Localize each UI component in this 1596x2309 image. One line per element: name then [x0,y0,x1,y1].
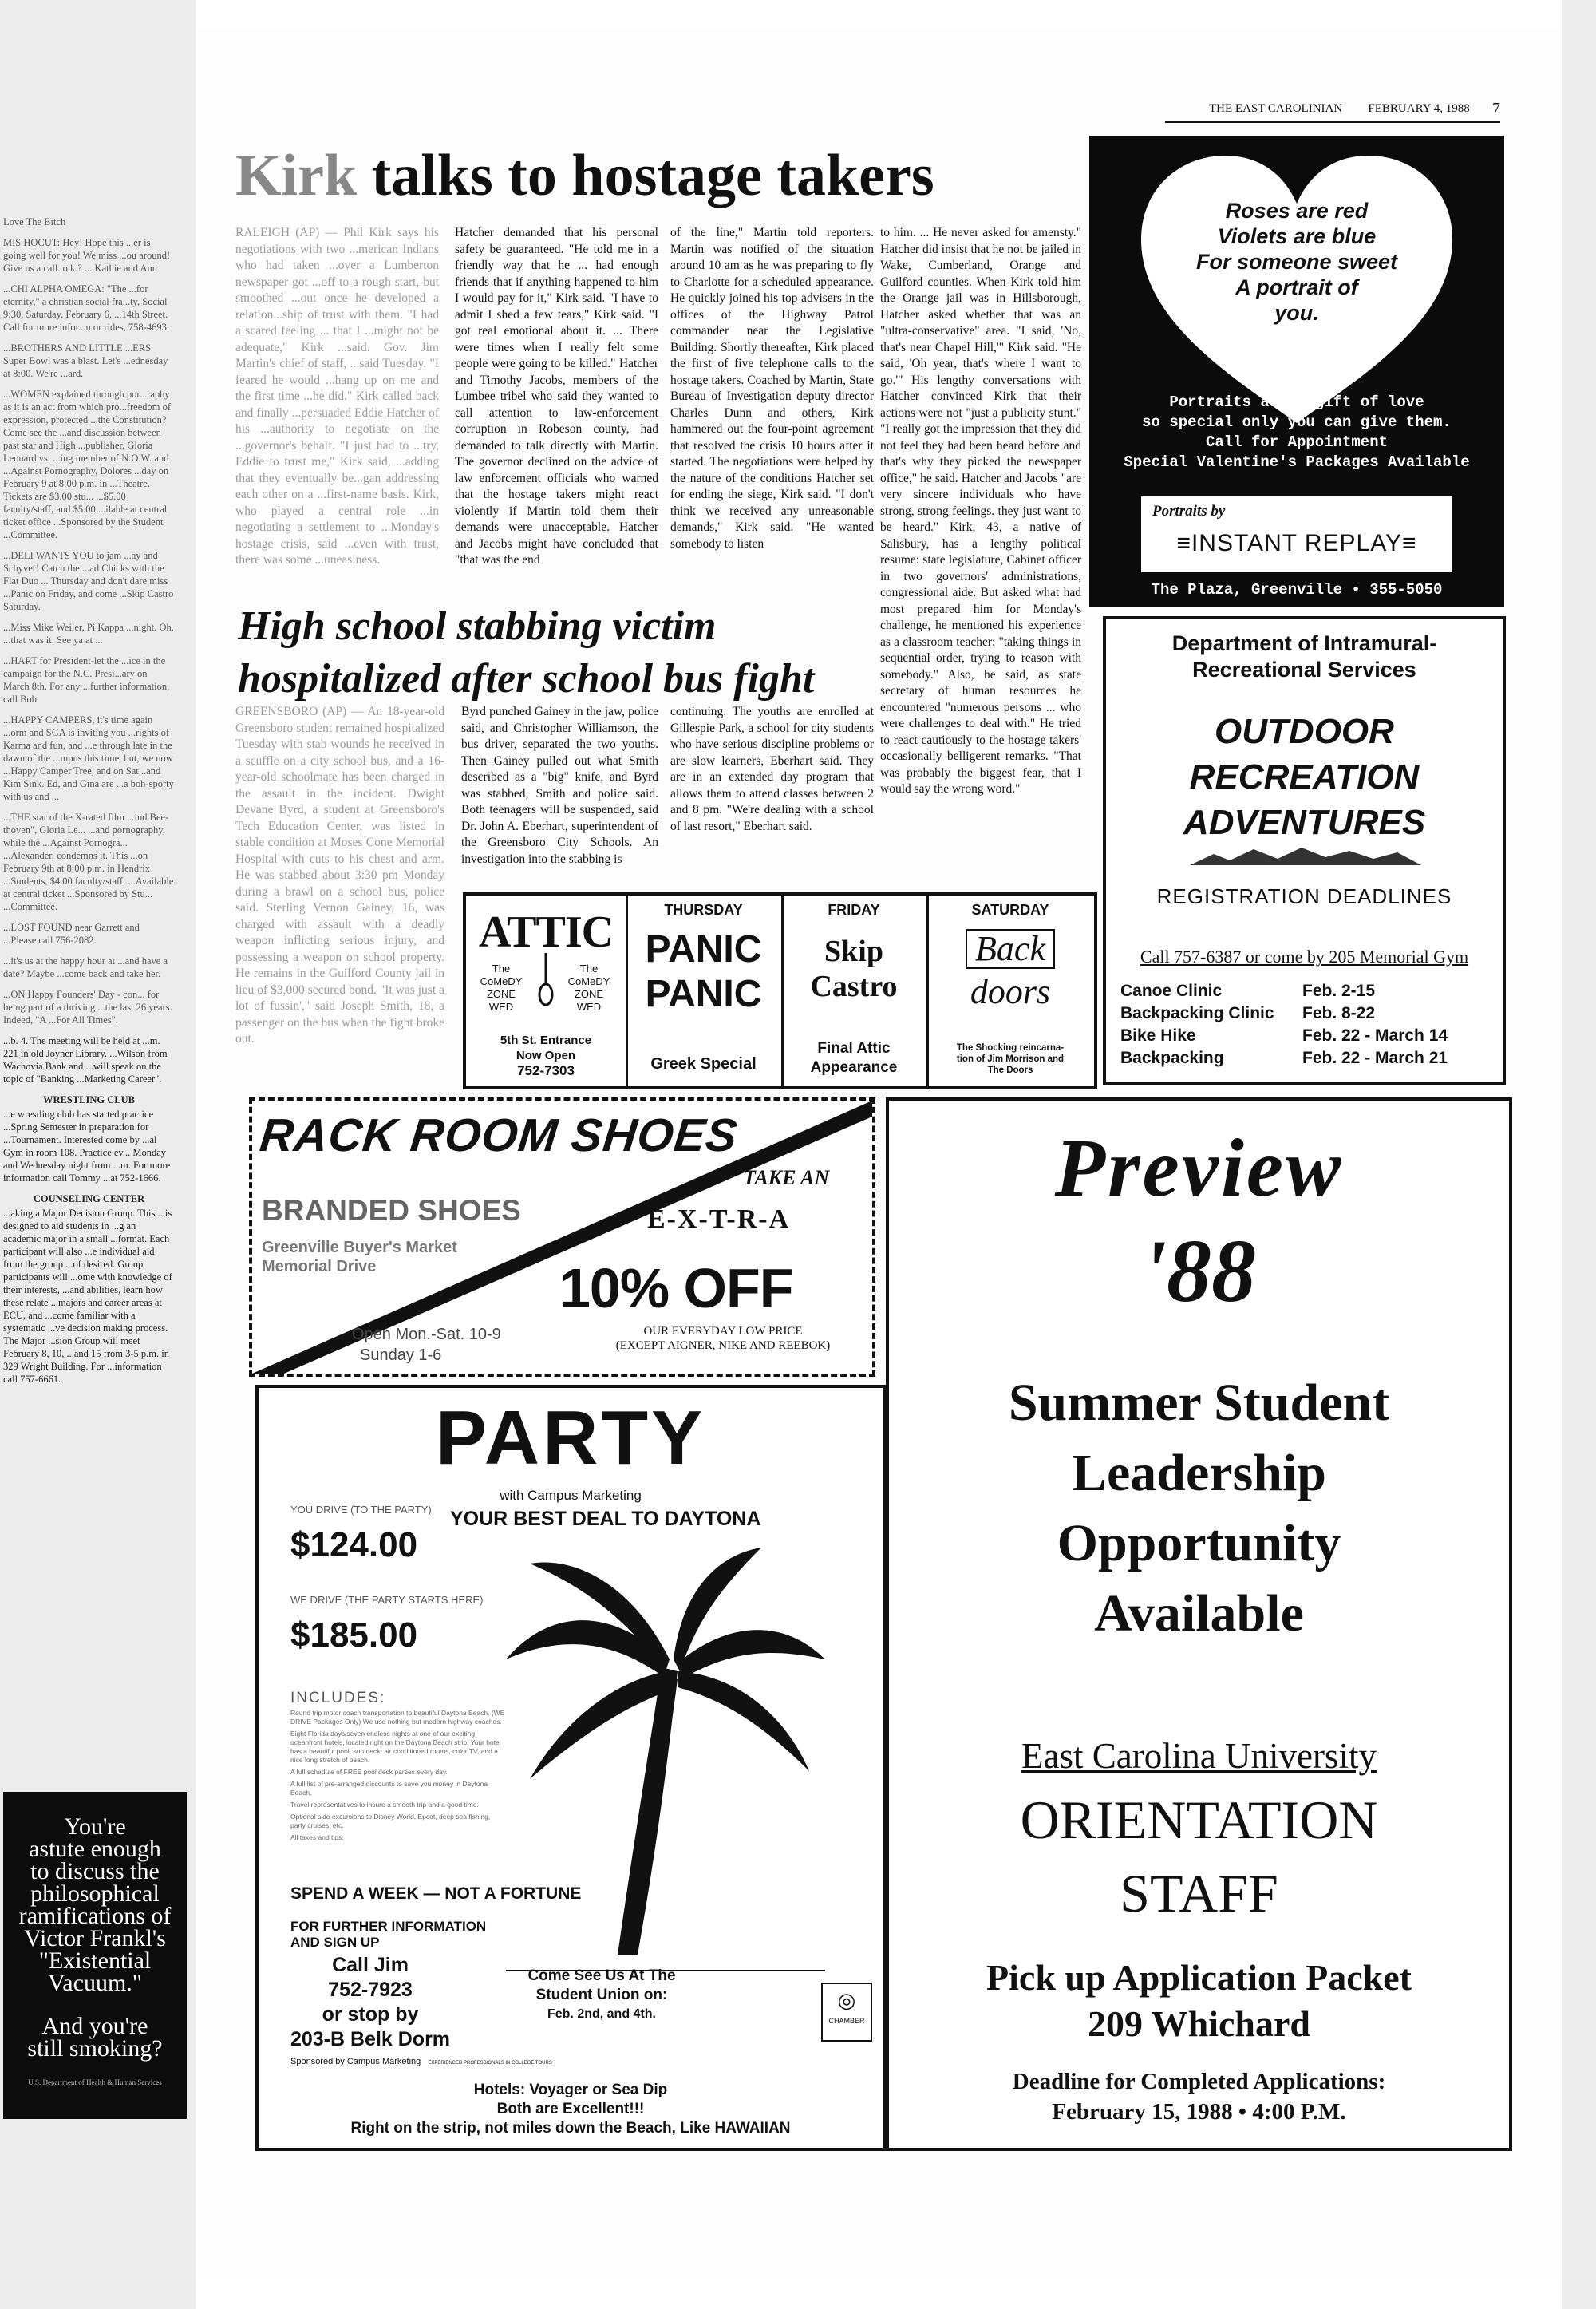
activity-name: Canoe Clinic [1120,982,1223,1000]
deadline-table [1120,980,1495,1069]
pickup-block [889,1955,1509,2047]
staff-line: STAFF [1120,1863,1278,1924]
contact-phone: 752-7923 [328,1979,413,2001]
activity-name: Backpacking Clinic [1120,1004,1274,1022]
stabbing-article-col2: Byrd punched Gainey in the jaw, police said, and Christopher Williamson, the bus driver, separated the two youths. Then Gainey pulled out what Smith described as a "big" knife, and Byrd was stabbed, Smith and police said. Both teenagers will be suspended, said Dr. John A. Eberhart, superintendent of the Greensboro City Schools. An investigation into the stabbing is [461,705,658,866]
activity-dates: Feb. 2-15 [1302,982,1376,1000]
list-item: Optional side excursions to Disney World, Epcot, deep sea fishing, party cruises, etc. [290,1813,491,1829]
title-line: RECREATION [1189,757,1420,797]
info-line: AND SIGN UP [290,1935,380,1950]
registration-subtitle: REGISTRATION DEADLINES [1156,884,1452,908]
psa-line: ramifications of [18,1903,172,1929]
includes-list [290,1709,506,1842]
portraits-by: Portraits by [1152,503,1226,520]
kirk-article-col2: Hatcher demanded that his personal safety be guaranteed. "He told me in a friendly way that he ... had enough friends that if anything happened to him I would pay for it," Kirk said. "I have to admit I shed a few tears," Kirk said. "I got real emotional about it. ... There were times when I really felt some people were going to be killed." Hatcher and Timothy Jacobs, members of the Lumbee tribel who said they wanted to call attention to law-enforcement corruption in Robeson county, had demanded to talk directly with Martin. The governor declined on the advice of law enforcement officials who warned that the hostage takers might react violently if Martin told them their demands were unacceptable. Hatcher and Jacobs might have concluded that "that was the end [455,226,658,567]
branded-shoes: BRANDED SHOES [262,1194,521,1227]
announcement-heading: WRESTLING CLUB [43,1094,135,1105]
party-with: with Campus Marketing [500,1488,642,1503]
come-see-line: Come See Us At The [527,1967,676,1984]
band-name: doors [970,972,1051,1011]
sponsor-line [290,2057,552,2066]
announcement: ...Miss Mike Weiler, Pi Kappa ...night. Oh, ...that was it. See ya at ... [3,622,174,646]
dept-line: Recreational Services [1192,658,1416,682]
experience-text: EXPERIENCED PROFESSIONALS IN COLLEGE TOURS [428,2061,552,2066]
subtitle-line: Final Attic [817,1040,891,1057]
attic-address [466,1033,626,1078]
wed-text: WED [488,1001,514,1013]
title-line: OUTDOOR [1215,712,1394,751]
you-drive-price: $124.00 [290,1525,418,1564]
stabbing-headline [238,600,876,706]
orientation-line: ORIENTATION [1020,1789,1378,1850]
except-line: (EXCEPT AIGNER, NIKE AND REEBOK) [615,1339,831,1352]
price-note [583,1324,863,1353]
attic-phone: 752-7303 [517,1063,575,1078]
announcement: ...HART for President-let the ...ice in the campaign for the N.C. Presi...ary on March 8th. For any ...further information, call Bob [3,655,170,705]
speed-lines-icon: ≡ [1176,530,1191,556]
hotels-line: Right on the strip, not miles down the Beach, Like HAWAIIAN [350,2120,791,2137]
band-name: Castro [810,970,898,1003]
swirl-icon: ◎ [837,1988,856,2012]
poem-line: Roses are red [1225,199,1369,223]
contact-block [275,1953,466,2052]
comedy-zone-text: The CoMeDY ZONE [480,963,523,1000]
announcement: ...LOST FOUND near Garrett and ...Please call 756-2082. [3,922,140,946]
page-header-rule [1165,121,1500,123]
copy-line: Call for Appointment [1205,433,1389,451]
panic-logo [626,927,781,1017]
pickup-line: Pick up Application Packet [986,1957,1412,1998]
list-item: A full schedule of FREE pool deck parties every day. [290,1768,448,1776]
list-item: A full list of pre-arranged discounts to save you money in Daytona Beach. [290,1780,488,1797]
announcement: ...HAPPY CAMPERS, it's time again ...orm and SGA is inviting you ...rights of Karma and fun, and ...e through late in the dawn of the ...mpus this time, but, we now ...Happy Camper Tree, and on Sat...and Kim Sink. Ed, and Gina are ...a boh-sporty with us and ... [3,714,174,802]
page-header [1209,102,1500,118]
poem-line: you. [1274,301,1319,325]
shoes-title: RACK ROOM SHOES [257,1109,741,1161]
kirk-article-col3: of the line," Martin told reporters. Martin was notified of the situation around 10 am as he was preparing to fly to Charlotte for a scheduled appearance. He quickly joined his top advisers in the offices of the Highway Patrol commander near the Legislative Building. Shortly thereafter, Kirk placed the first of five telephone calls to the hostage takers. Coached by Martin, State Bureau of Investigation deputy director Charles Dunn and others, Kirk hammered out the four-point agreement that resolved the crisis 10 hours after it started. The negotiations were helped by the nature of the conditions Hatcher set for ending the siege, Kirk said. "I don't think we received any unreasonable demands," Kirk said. "He wanted somebody to listen [670,226,874,551]
band-name: Skip [824,935,883,968]
daytona-party-ad [255,1385,886,2151]
list-item: Travel representatives to insure a smooth trip and a good time. [290,1801,479,1809]
band-name: PANIC [645,928,762,971]
contact-line: 203-B Belk Dorm [290,2028,451,2050]
friday-panel [781,896,929,1086]
issue-date: FEBRUARY 4, 1988 [1368,102,1470,115]
take-an: TAKE AN [743,1166,830,1189]
day-label: THURSDAY [664,902,743,918]
title-line: ADVENTURES [1183,803,1426,842]
band-name: PANIC [645,973,762,1015]
store-hours [352,1324,501,1366]
room-line: 209 Whichard [1087,2003,1311,2044]
skip-castro-logo [781,934,926,1004]
valentine-address [1097,581,1496,599]
comedy-zone-right [560,963,618,1014]
band-name: Back [966,929,1055,969]
come-see-line: Feb. 2nd, and 4th. [547,2007,656,2021]
psa-credit: U.S. Department of Health & Human Services [28,2078,162,2086]
discount-text: 10% OFF [559,1257,793,1319]
subtitle-line: The Shocking reincarna- [956,1043,1065,1053]
attic-ad [463,892,1097,1089]
psa-line: "Existential [38,1947,152,1974]
stabbing-article-col1: GREENSBORO (AP) — An 18-year-old Greensboro student remained hospitalized Tuesday with stab wounds he received in a scuffle on a city school bus, and a 16-year-old schoolmate has been charged in the assault in the incident. Dwight Devane Byrd, a student at Greensboro's Tech Education Center, was listed in stable condition at Moses Cone Memorial Hospital with cuts to his chest and arm. He was stabbed about 3:30 pm Monday during a brawl on a school bus, police said. Sterling Vernon Gainey, 16, was charged with assault with a deadly weapon inflicting serious injury, and possessing a weapon on school property. He remains in the Guilford County jail in lieu of $3,000 secured bond. "It was just a lot of fussin'," said Joseph Smith, 18, a passenger on the bus when the fight broke out. [235,705,444,1046]
saturday-panel [926,896,1094,1086]
spend-text: SPEND A WEEK — NOT A FORTUNE [290,1884,582,1903]
contact-line: Call Jim [332,1954,409,1976]
subtitle-line: The Doors [987,1066,1033,1075]
thursday-panel [626,896,784,1086]
hotels-block [259,2081,883,2138]
hotels-line: Both are Excellent!!! [496,2101,645,2117]
recreation-ad [1103,616,1506,1085]
info-line: FOR FURTHER INFORMATION [290,1919,487,1934]
brand-text: INSTANT REPLAY [1191,530,1403,556]
extra-text: E-X-T-R-A [647,1204,791,1234]
day-label: FRIDAY [828,902,880,918]
page-number: 7 [1491,100,1500,117]
valentine-poem [1141,198,1452,326]
announcement: MIS HOCUT: Hey! Hope this ...er is going well for you! We miss ...ou around! Give us a call. o.k.? ... Kathie and Ann [3,237,171,274]
price-line: OUR EVERYDAY LOW PRICE [643,1325,803,1338]
back-doors-logo [926,927,1094,1014]
announcement: ...CHI ALPHA OMEGA: "The ...for eternity," a christian social fra...ty, Social 9:30, Saturday, February 6, ...14th Street. Call for more infor...n or rides, 758-4693. [3,283,169,333]
landscape-illustration [1190,844,1421,867]
includes-heading: INCLUDES: [290,1690,386,1706]
chamber-text: CHAMBER [828,2017,865,2025]
come-see-block [498,1967,705,2024]
kirk-article-col1: RALEIGH (AP) — Phil Kirk says his negotiations with two ...merican Indians who had taken ...over a Lumberton newspaper got ...off to a rough start, but smoothed ...out once he developed a relation...ship of trust with them. "I had a scared feeling ... that I ...might not be adequate," Kirk ...said. Gov. Jim Martin's chief of staff, ...said Tuesday. "I feared he would ...hang up on me and the first time ...he did." Kirk called back and finally ...persuaded Eddie Hatcher of his ...authority to negotiate on the ...governor's behalf. "I just had to ...try, Eddie to trust me," Kirk said, ...adding that they eventually be...gan addressing each other on a ...first-name basis. Kirk, who played a central role ...in negotiating a settlement to ...Monday's hostage crisis, said ...even with trust, there was some ...uneasiness. [235,226,439,567]
comedy-zone-text: The CoMeDY ZONE [567,963,610,1000]
list-item: Round trip motor coach transportation to beautiful Daytona Beach. (WE DRIVE Packages Only) We use nothing but modern highway coaches. [290,1709,505,1726]
deadline-line: Deadline for Completed Applications: [1012,2069,1386,2094]
headline-text: talks to hostage takers [371,143,934,208]
address-line: Now Open [516,1049,576,1062]
announcement: ...WOMEN explained through por...raphy as it is an act from which pro...freedom of expression, protected ...the Constitution? Come see the ...and discussion between past star and High ...publisher, Gloria Leonard vs. ...ing member of N.O.W. and ...Against Pornography, Dolores ...day on February 9 at 8:00 p.m. in ...Theatre. Tickets are $3.00 stu... ...$5.00 faculty/staff, and $5.00 ...ilable at central ticket office ...Sponsored by the Student ...Committee. [3,389,172,540]
you-drive-label: YOU DRIVE (TO THE PARTY) [290,1504,432,1516]
activity-dates: Feb. 8-22 [1302,1004,1376,1022]
poem-line: For someone sweet [1195,250,1398,274]
announcement: ...aking a Major Decision Group. This ...is designed to aid students in ...g an academic major in a small ...format. Each participant will also ...e individual aid from the group ...of desired. Group participants will ...ome with knowledge of their interests, ...and abilities, learn how these relate ...majors and career areas at ECU, and ...come familiar with a systematic ...ve decision making process. The Major ...sion Group will meet February 8, 10, ...and 15 from 3-5 p.m. in 329 Wright Building. For ...information call 757-6661. [3,1208,172,1385]
leadership-line: Leadership [1071,1444,1327,1502]
table-row [1120,1025,1495,1047]
sponsor-text: Sponsored by Campus Marketing [290,2057,421,2066]
psa-line: Victor Frankl's [24,1925,166,1951]
brand-name [1149,530,1444,557]
market-line: Memorial Drive [262,1258,377,1275]
deadline-block [889,2066,1509,2127]
announcement: ...e wrestling club has started practice ...Spring Semester in preparation for ...Tournament. Interested come by ...al Gym in room 108. Practice ev... Monday and Wednesday night from ...m. For more information call Tommy ...at 752-1666. [3,1109,171,1184]
party-deal: YOUR BEST DEAL TO DAYTONA [450,1508,761,1530]
activity-dates: Feb. 22 - March 21 [1302,1049,1448,1067]
chamber-logo [821,1983,872,2042]
speed-lines-icon: ≡ [1402,530,1417,556]
anti-smoking-psa [3,1792,187,2119]
activity-dates: Feb. 22 - March 14 [1302,1026,1448,1045]
left-column-announcements [3,215,175,1780]
party-title: PARTY [435,1395,706,1481]
noose-icon [536,953,555,1009]
activity-name: Bike Hike [1120,1026,1196,1045]
paper-name: THE EAST CAROLINIAN [1209,102,1343,115]
poem-line: A portrait of [1235,275,1358,299]
attic-logo: ATTIC [478,907,614,957]
announcement: ...ON Happy Founders' Day - con... for being part of a thriving ...the last 26 years. Indeed, "A ...For All Times". [3,989,172,1026]
leadership-line: Summer Student [1008,1374,1390,1432]
university-name: East Carolina University [1021,1736,1377,1776]
leadership-block [889,1368,1509,1649]
table-row [1120,980,1495,1002]
list-item: All taxes and tips. [290,1833,344,1841]
dept-name [1106,631,1503,683]
comedy-zone-left [472,963,530,1014]
headline-line: hospitalized after school bus fight [238,656,815,702]
preview-year: '88 [1141,1222,1257,1321]
we-drive-label: WE DRIVE (THE PARTY STARTS HERE) [290,1594,484,1606]
attic-panel [466,896,628,1086]
outdoor-title [1106,709,1503,845]
valentine-copy [1097,393,1496,472]
psa-line: to discuss the [30,1858,160,1884]
recreation-contact: Call 757-6387 or come by 205 Memorial Gym [1140,947,1469,967]
hours-line: Open Mon.-Sat. 10-9 [352,1326,501,1343]
subtitle-line: Appearance [810,1059,898,1076]
come-see-line: Student Union on: [535,1987,668,2003]
deadline-line: February 15, 1988 • 4:00 P.M. [1052,2099,1346,2125]
we-drive-price: $185.00 [290,1615,418,1655]
list-item: Eight Florida days/seven endless nights at one of our exciting oceanfront hotels, located right on the Daytona Beach strip. Your hotel has a beautiful pool, sun deck, air conditioned rooms, color TV, and a nice long stretch of beach. [290,1730,501,1764]
announcement: Love The Bitch [3,216,66,227]
announcement: ...THE star of the X-rated film ...ind Bee-thoven", Gloria Le... ...and pornography, while the ...Against Pornogra... ...Alexander, condemns it. This ...on February 9th at 8:00 p.m. in Hendrix ...Students, $4.00 faculty/staff, ...Available at central ticket ...Sponsored by Stu... ...Committee. [3,812,174,912]
kirk-headline [235,144,1049,208]
psa-line: And you're [41,2013,148,2039]
announcement: ...BROTHERS AND LITTLE ...ERS Super Bowl was a blast. Let's ...ednesday at 8:00. We're ...ard. [3,342,168,379]
leadership-line: Opportunity [1057,1514,1341,1572]
valentine-ad [1089,136,1504,607]
announcement: ...it's us at the happy hour at ...and have a date? Maybe ...come back and take her. [3,955,168,979]
address-text: The Plaza, Greenville [1151,581,1342,599]
saturday-subtitle [926,1042,1094,1076]
market-location [262,1238,457,1276]
table-row [1120,1002,1495,1025]
psa-line: still smoking? [27,2035,163,2062]
poem-line: Violets are blue [1217,224,1377,248]
preview-title: Preview [1054,1122,1344,1214]
announcement: ...DELI WANTS YOU to jam ...ay and Schyver! Catch the ...ad Chicks with the Flat Duo ... Thursday and don't dare miss ...Panic on Friday, and come ...Skip Castro Saturday. [3,550,174,612]
info-text [290,1919,486,1951]
subtitle-line: tion of Jim Morrison and [956,1054,1065,1064]
copy-line: Portraits are a gift of love [1169,393,1424,411]
hotels-line: Hotels: Voyager or Sea Dip [473,2082,668,2098]
stabbing-article-col3: continuing. The youths are enrolled at Gillespie Park, a school for city students who have serious discipline problems or are slow learners, Eberhart said. They are in an extended day program that allows them to attend classes between 2 and 8 pm. "We're dealing with a school of last resort," Eberhart said. [670,705,874,833]
copy-line: so special only you can give them. [1142,413,1452,431]
announcement: ...b. 4. The meeting will be held at ...m. 221 in old Joyner Library. ...Wilson from Wachovia Bank and ...will speak on the topic of "Banking ...Marketing Career". [3,1035,168,1085]
market-line: Greenville Buyer's Market [262,1239,457,1256]
headline-line: High school stabbing victim [238,603,717,649]
day-label: SATURDAY [971,902,1049,918]
kirk-article-col4: to him. ... He never asked for amensty." Hatcher did insist that he not be jailed in Wake, Cumberland, Orange and Guilford counties. When Kirk told him the Orange jail was in Hillsborough, Hatcher asked whether that was an "ultra-conservative" area. "I said, 'No, that's near Chapel Hill,'" Kirk said. "He said, 'Oh year, that's where I want to go.'" His lengthy conversations with Hatcher convinced Kirk that their actions were not "just a publicity stunt." "I really got the impression that they did not feel they had been heard before and that's why they picked the newspaper office," he said. Hatcher and Jacobs "are very sincere individuals who have strong, strong feelings. they just want to be heard." Kirk, 43, a native of Salisbury, has a lengthy political resume: state legislature, Cabinet officer in two governors' administrations, congressional aide. But asked what had most prepared him for Monday's challenge, he mentioned his experience as a classroom teacher: "taking things in sequential order, trying to reason with somebody." Also, he said, as state secretary of human resources he encountered "numerous persons ... who were challenges to deal with." He tried to react cautiously to the hostage takers' occasionally belligerent remarks. "That was probably the biggest fear, that I would say the wrong word." [880,226,1081,796]
right-page-fold [1562,0,1596,2309]
hours-line: Sunday 1-6 [360,1346,442,1364]
wed-text: WED [576,1001,602,1013]
orientation-staff [889,1783,1509,1930]
headline-word: Kirk [235,143,358,208]
psa-line: philosophical [30,1880,160,1907]
instant-replay-logo [1141,496,1452,572]
palm-tree-icon [498,1540,833,2034]
rack-room-shoes-ad [249,1097,875,1377]
preview-88-ad [886,1097,1512,2151]
phone-text: 355-5050 [1369,581,1443,599]
announcement-heading: COUNSELING CENTER [33,1193,145,1204]
leadership-line: Available [1094,1584,1304,1643]
contact-line: or stop by [322,2003,419,2026]
copy-line: Special Valentine's Packages Available [1124,453,1470,471]
psa-line: astute enough [29,1836,161,1862]
band-subtitle: Greek Special [650,1055,757,1073]
friday-subtitle [781,1039,926,1077]
table-row [1120,1047,1495,1069]
psa-line: Vacuum." [47,1970,143,1996]
dept-line: Department of Intramural- [1171,631,1437,655]
bullet-icon: • [1351,581,1370,599]
psa-line: You're [64,1813,126,1840]
address-line: 5th St. Entrance [500,1034,592,1047]
activity-name: Backpacking [1120,1049,1224,1067]
